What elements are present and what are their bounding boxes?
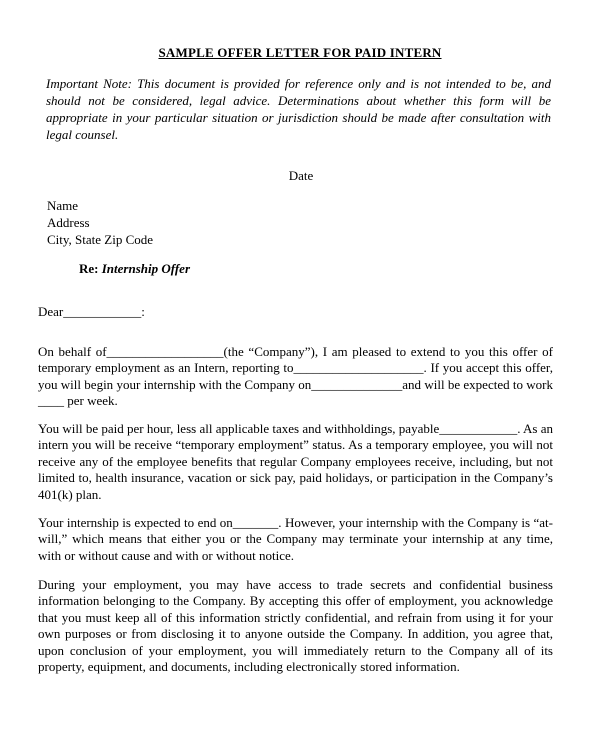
recipient-address: Address bbox=[47, 215, 90, 230]
re-prefix: Re: bbox=[79, 261, 99, 276]
recipient-name: Name bbox=[47, 198, 79, 213]
salutation: Dear____________: bbox=[38, 304, 145, 319]
recipient-city-line: City, State Zip Code bbox=[47, 232, 154, 247]
important-note: Important Note: This document is provided for reference only and is not intended to be, and should not be considered, legal advice. Determinations about whether this form will be appropriate in your particular situation or jurisdiction should be made after consultation with legal counsel. bbox=[46, 76, 551, 142]
re-subject: Internship Offer bbox=[101, 261, 191, 276]
re-line bbox=[79, 261, 190, 277]
recipient-address-block bbox=[47, 197, 153, 248]
paragraph-pay: You will be paid per hour, less all applicable taxes and withholdings, payable____________. As an intern you will be receive “temporary employment” status. As a temporary employee, you will not receive any of the employee benefits that regular Company employees receive, including, but not limited to, health insurance, vacation or sick pay, paid holidays, or participation in the Company’s 401(k) plan. bbox=[38, 421, 553, 502]
paragraph-offer: On behalf of__________________(the “Company”), I am pleased to extend to you this offer of temporary employment as an Intern, reporting to____________________. If you accept this offer, you will begin your internship with the Company on______________and will be expected to work ____ per week. bbox=[38, 344, 553, 409]
date-label: Date bbox=[288, 168, 314, 183]
document-title: SAMPLE OFFER LETTER FOR PAID INTERN bbox=[158, 45, 442, 60]
paragraph-confidentiality: During your employment, you may have access to trade secrets and confidential business information belonging to the Company. By accepting this offer of employment, you acknowledge that you must keep all of this information strictly confidential, and refrain from using it for your own purposes or from disclosing it to anyone outside the Company. In addition, you agree that, upon conclusion of your employment, you will immediately return to the Company all of its property, equipment, and documents, including electronically stored information. bbox=[38, 577, 553, 675]
paragraph-term: Your internship is expected to end on_______. However, your internship with the Company is “at-will,” which means that either you or the Company may terminate your internship at any time, with or without cause and with or without notice. bbox=[38, 515, 553, 563]
